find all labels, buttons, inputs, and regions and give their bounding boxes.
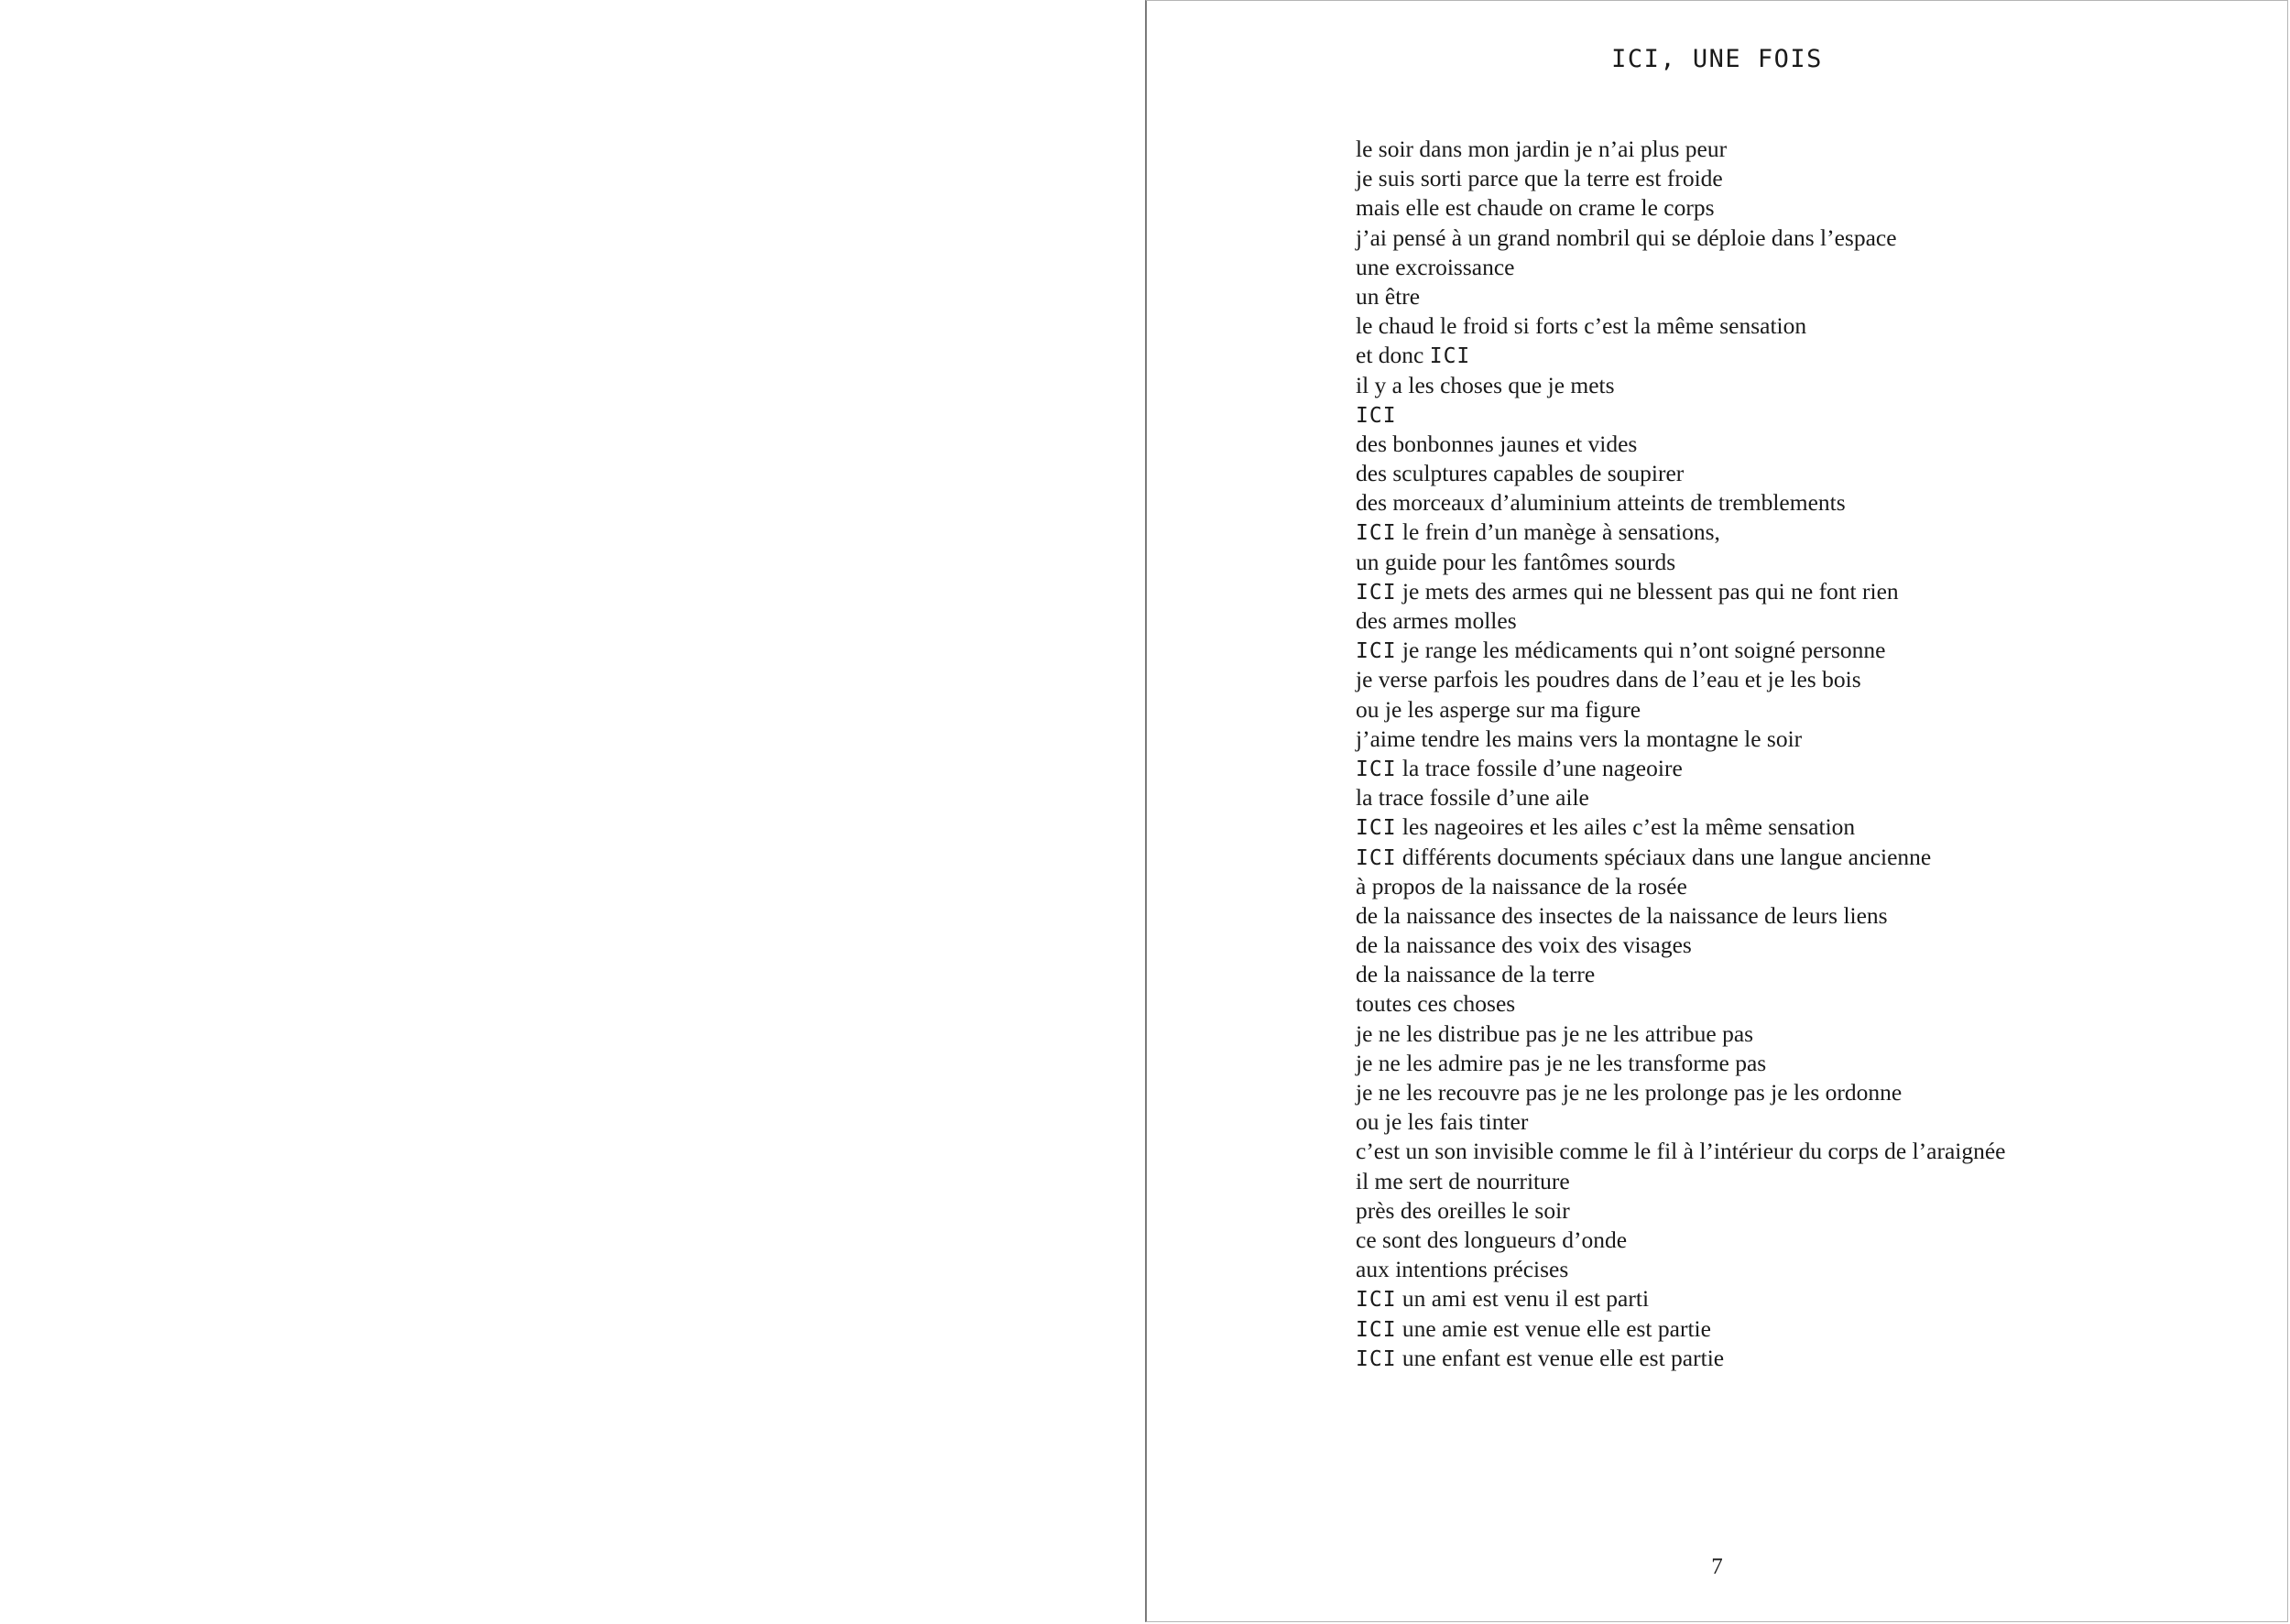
poem-line-text: je ne les recouvre pas je ne les prolonge pas je les ordonne	[1356, 1079, 1903, 1106]
poem-line-text: des sculptures capables de soupirer	[1356, 460, 1685, 487]
poem-line	[1356, 1107, 2006, 1137]
poem-line	[1356, 1137, 2006, 1166]
ici-word: ICI	[1356, 403, 1397, 428]
poem-line	[1356, 1196, 2006, 1226]
poem-line	[1356, 459, 2006, 488]
poem-line-text: la trace fossile d’une aile	[1356, 784, 1589, 812]
poem-line	[1356, 872, 2006, 901]
ici-word: ICI	[1356, 1317, 1397, 1342]
poem-line-text: une amie est venue elle est partie	[1396, 1314, 1711, 1342]
poem-line	[1356, 135, 2006, 164]
poem-line-text: un être	[1356, 282, 1421, 310]
poem-line-text: les nageoires et les ailes c’est la même sensation	[1396, 813, 1856, 841]
right-page	[1145, 0, 2288, 1622]
poem-line	[1356, 901, 2006, 931]
poem-line-text: près des oreilles le soir	[1356, 1196, 1570, 1224]
poem-line-text: une enfant est venue elle est partie	[1396, 1344, 1725, 1371]
poem-line	[1356, 371, 2006, 400]
poem-line-text: je ne les admire pas je ne les transforme pas	[1356, 1049, 1767, 1076]
poem-line	[1356, 725, 2006, 754]
poem-line-text: aux intentions précises	[1356, 1256, 1569, 1283]
poem-line	[1356, 430, 2006, 459]
poem-line-text: un ami est venu il est parti	[1396, 1285, 1650, 1313]
poem-line	[1356, 931, 2006, 960]
poem-line	[1356, 577, 2006, 606]
ici-word: ICI	[1356, 845, 1397, 870]
poem-line	[1356, 1284, 2006, 1313]
poem-line	[1356, 1167, 2006, 1196]
poem-line	[1356, 783, 2006, 812]
poem-line-text: de la naissance des insectes de la naissance de leurs liens	[1356, 901, 1888, 929]
poem-line	[1356, 488, 2006, 518]
poem-line-text: une excroissance	[1356, 253, 1515, 280]
poem-line-text: je verse parfois les poudres dans de l’eau et je les bois	[1356, 666, 1861, 693]
poem-line-text: je mets des armes qui ne blessent pas qui ne font rien	[1396, 577, 1899, 605]
poem-line-text: il me sert de nourriture	[1356, 1167, 1570, 1194]
poem-line-text: le chaud le froid si forts c’est la même sensation	[1356, 312, 1807, 340]
poem-line	[1356, 960, 2006, 989]
poem-line	[1356, 812, 2006, 842]
poem-line	[1356, 1078, 2006, 1107]
ici-word: ICI	[1356, 757, 1397, 781]
poem-line-text: de la naissance de la terre	[1356, 961, 1596, 988]
running-title: ICI, UNE FOIS	[1611, 45, 1823, 73]
poem-line-text: des morceaux d’aluminium atteints de tremblements	[1356, 489, 1846, 517]
ici-word: ICI	[1356, 639, 1397, 664]
ici-word: ICI	[1356, 521, 1397, 546]
poem-line-text: ce sont des longueurs d’onde	[1356, 1226, 1628, 1253]
poem-line-text: la trace fossile d’une nageoire	[1396, 754, 1683, 781]
poem-line-text: à propos de la naissance de la rosée	[1356, 872, 1687, 899]
poem-line-text: ou je les fais tinter	[1356, 1108, 1529, 1136]
poem-line	[1356, 1344, 2006, 1373]
poem-line	[1356, 843, 2006, 872]
ici-word: ICI	[1356, 1288, 1397, 1313]
poem-line	[1356, 282, 2006, 311]
poem-line-text: mais elle est chaude on crame le corps	[1356, 194, 1715, 222]
poem-line	[1356, 223, 2006, 253]
poem-line	[1356, 518, 2006, 547]
poem-line-text: j’ai pensé à un grand nombril qui se déploie dans l’espace	[1356, 223, 1897, 251]
poem-line	[1356, 1314, 2006, 1344]
poem-line-text: des armes molles	[1356, 607, 1517, 634]
poem-line-text: le soir dans mon jardin je n’ai plus peur	[1356, 136, 1728, 162]
poem-line-text: un guide pour les fantômes sourds	[1356, 548, 1676, 575]
page-number: 7	[1711, 1554, 1723, 1579]
poem-line-text: le frein d’un manège à sensations,	[1396, 518, 1720, 546]
poem-line-text: je range les médicaments qui n’ont soigné personne	[1396, 637, 1886, 664]
ici-word: ICI	[1429, 344, 1471, 369]
poem-line	[1356, 606, 2006, 636]
ici-word: ICI	[1356, 1346, 1397, 1371]
poem-line	[1356, 341, 2006, 370]
poem-line	[1356, 193, 2006, 223]
poem-line	[1356, 695, 2006, 725]
poem-line	[1356, 1019, 2006, 1049]
poem-line-text: toutes ces choses	[1356, 990, 1516, 1018]
poem-line-text: de la naissance des voix des visages	[1356, 932, 1692, 959]
poem-line-text: je ne les distribue pas je ne les attribue pas	[1356, 1019, 1754, 1047]
poem-line-text: et donc	[1356, 342, 1430, 369]
poem-line	[1356, 754, 2006, 783]
poem-line-text: il y a les choses que je mets	[1356, 371, 1615, 398]
poem-body	[1356, 135, 2006, 1373]
ici-word: ICI	[1356, 816, 1397, 841]
poem-line	[1356, 311, 2006, 341]
poem-line	[1356, 548, 2006, 577]
poem-line-text: ou je les asperge sur ma figure	[1356, 695, 1641, 723]
poem-line	[1356, 400, 2006, 430]
poem-line	[1356, 1226, 2006, 1255]
poem-line	[1356, 665, 2006, 694]
poem-line-text: je suis sorti parce que la terre est froide	[1356, 165, 1723, 192]
poem-line-text: c’est un son invisible comme le fil à l’intérieur du corps de l’araignée	[1356, 1138, 2006, 1165]
poem-line	[1356, 164, 2006, 193]
poem-line	[1356, 636, 2006, 665]
poem-line-text: des bonbonnes jaunes et vides	[1356, 430, 1638, 457]
poem-line-text: différents documents spéciaux dans une langue ancienne	[1396, 843, 1932, 870]
poem-line-text: j’aime tendre les mains vers la montagne le soir	[1356, 725, 1803, 752]
poem-line	[1356, 1255, 2006, 1284]
poem-line	[1356, 1049, 2006, 1078]
poem-line	[1356, 253, 2006, 282]
ici-word: ICI	[1356, 580, 1397, 605]
poem-line	[1356, 989, 2006, 1019]
